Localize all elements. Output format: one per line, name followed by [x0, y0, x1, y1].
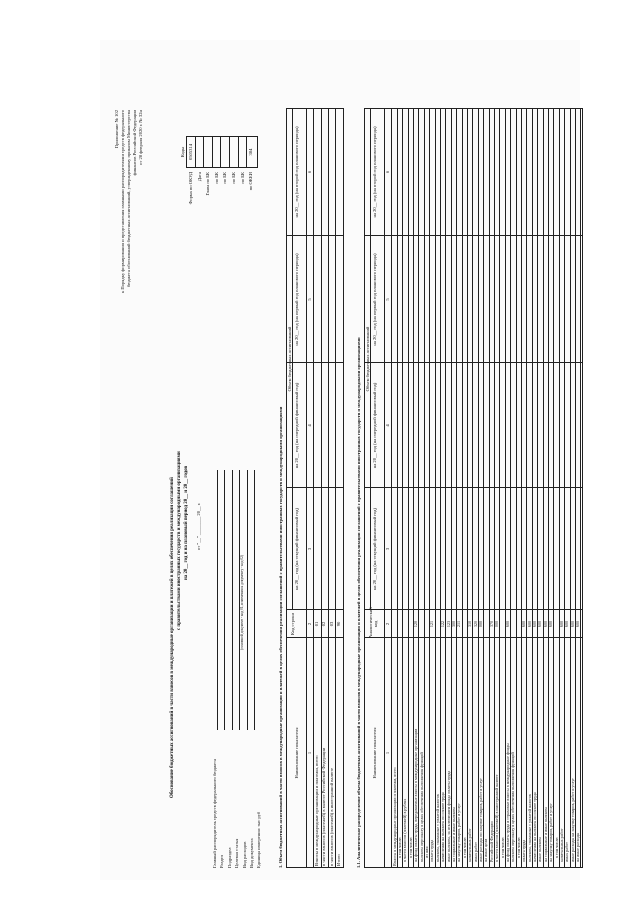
table-row-name: иных работ	[564, 842, 570, 862]
table-row-name: на фонд оплаты труда, передаваемые взносы в международные организации	[413, 728, 419, 862]
field-underline	[232, 470, 233, 730]
table-row-line	[440, 108, 441, 868]
form-title-2: с правительствами иностранных государств и международными организациями	[177, 451, 182, 630]
table-row-line	[526, 108, 527, 868]
col-year-header: на 20__ год (на текущий финансовый год)	[372, 507, 377, 591]
table-row-name: оплата труда	[521, 839, 527, 862]
table-row-code: 600	[537, 620, 543, 628]
codes-label: Глава по БК	[205, 172, 211, 196]
section-1-1-title: 1.1. Аналитическое распределение объема бюджетных ассигнований в части взносов в международные организации и платежей в целях обеспечения реализации соглашений с правительствами иностранных государств и международными организациями	[356, 337, 361, 868]
codes-divider	[212, 136, 213, 168]
table-row-line	[397, 108, 398, 868]
table-row-line	[564, 108, 565, 868]
table-row-name: Российской Федерации	[488, 821, 494, 862]
table-row-code: 600	[575, 620, 581, 628]
col-year-header: на 20__ год (на первый год планового периода)	[294, 253, 299, 346]
table-row-name: на закупку товаров, работ и услуг	[456, 803, 462, 862]
column-number: 5	[385, 298, 390, 301]
table-row-code: 600	[559, 620, 564, 628]
table-row-line	[580, 108, 581, 868]
col-group-header: Объем бюджетных ассигнований	[365, 326, 370, 392]
col-name-header: Наименование показателя	[294, 727, 299, 779]
table-row-name: на закупку товаров, работ и услуг	[548, 803, 554, 862]
table-row-name: на иные расходы	[575, 832, 581, 862]
table-row-code: 01	[314, 621, 319, 627]
table-row-code: 300	[451, 620, 456, 628]
table-row-line	[521, 108, 522, 868]
header-divider	[370, 108, 371, 610]
table-row-name: оплата труда	[429, 839, 435, 862]
table-row-name: начисления на выплаты по оплате труда	[532, 792, 537, 862]
table-row-line	[467, 108, 468, 868]
table-row-line	[435, 108, 436, 868]
table-row-name: выплаты персоналу в целях обеспечения выполнения функций	[510, 752, 516, 862]
table-row-line	[472, 108, 473, 868]
table-row-name: иных работ	[472, 842, 478, 862]
table-row-name: выплаты, связанные с уплатой налогов	[526, 794, 532, 862]
column-number: 3	[385, 547, 390, 551]
numbers-line	[313, 108, 314, 868]
appendix-line-4: от 28 февраля 2020 г. № 32н	[138, 110, 143, 165]
column-number: 6	[385, 170, 390, 174]
table-row-name: в том числе:	[407, 836, 413, 858]
form-period: на 20__ год и на плановый период 20__ и 20__ годов	[184, 465, 189, 580]
header-field: Единица измерения: тыс руб	[256, 811, 262, 868]
table-row-line	[402, 108, 403, 868]
table-row-name: в том числе:	[397, 836, 402, 858]
table-row-name: выплаты, связанные с уплатой налогов	[434, 794, 440, 862]
table-row-code: 120	[413, 620, 419, 628]
form-date: от "__" ________ 20__ г.	[196, 502, 201, 550]
table-row-name: Взносы в международные организации и платежи, всего	[314, 755, 319, 866]
form-title: Обоснование бюджетных ассигнований в части взносов в международные организации и платежей в целях обеспечения реализации соглашений	[170, 477, 175, 798]
header-field: Вид расходов	[241, 841, 247, 868]
appendix-line-1: к Порядку формирования и представления главными распорядителями средств федерального	[120, 110, 125, 294]
codes-divider	[195, 136, 196, 168]
appendix-line-3: финансов Российской Федерации	[132, 110, 137, 176]
codes-label: Дата	[196, 172, 202, 182]
table-row-line	[570, 108, 571, 868]
table-row-line	[328, 108, 329, 868]
codes-divider	[246, 136, 247, 168]
table-row-code: 310	[467, 620, 473, 628]
codes-label: по БК	[213, 172, 219, 184]
col-year-header: на 20__ год (на очередной финансовый год)	[294, 382, 299, 469]
codes-value: 0505314	[188, 143, 193, 161]
numbers-line	[391, 108, 392, 868]
header-field: Раздел	[219, 855, 225, 868]
column-number: 1	[307, 751, 312, 755]
column-number: 2	[385, 622, 390, 626]
table-row-name: в том числе:	[461, 836, 467, 858]
table-row-line	[456, 108, 457, 868]
table-row-name: на фонд оплаты труда и страховые взносы в международные фонды	[505, 743, 510, 862]
table-row-line	[543, 108, 544, 868]
table-row-line	[494, 108, 495, 868]
header-field: Вид документа	[249, 838, 254, 868]
table-row-code: 000	[494, 620, 500, 628]
column-number: 1	[385, 751, 390, 755]
col-year-header: на 20__ год (на текущий финансовый год)	[294, 507, 299, 591]
table-row-name: капитальных работ	[467, 828, 473, 862]
table-row-code: 000	[478, 620, 483, 628]
table-row-line	[548, 108, 549, 868]
table-row-code: 600	[564, 620, 570, 628]
column-number: 5	[307, 298, 312, 301]
table-row-line	[335, 108, 336, 868]
codes-value: 384	[248, 148, 254, 156]
field-underline	[224, 470, 225, 730]
table-row-line	[532, 108, 533, 868]
header-field: Главный распорядитель средств федерального бюджета	[212, 758, 217, 868]
table-row-name: в том числе:	[499, 836, 505, 858]
table-row-name: иные расходы на закупку товаров, работ и услуг	[569, 777, 575, 862]
table-row-line	[451, 108, 452, 868]
codes-label: по БК	[231, 172, 236, 184]
table-row-line	[516, 108, 517, 868]
table-row-code: 600	[569, 620, 575, 628]
appendix-line-2: бюджета обоснований бюджетных ассигнований, утвержденному приказом Министерства	[126, 110, 131, 288]
field-underline	[254, 470, 255, 730]
col-group-header: Объем бюджетных ассигнований	[287, 326, 292, 392]
table-row-name: иные выплаты, за исключением фонда оплаты труда	[445, 770, 451, 862]
table-row-name: в том числе:	[553, 836, 559, 858]
table-row-name: Взносы в международные организации и платежи, всего	[391, 767, 397, 866]
table-row-name: начисления на выплаты по оплате труда	[440, 792, 446, 862]
table-row-name: выплаты персоналу в целях обеспечения выполнения функций	[418, 752, 424, 862]
table-row-name: Итого	[336, 854, 342, 866]
table-row-code: 123	[445, 620, 451, 628]
header-divider	[292, 108, 293, 610]
col-code-header: Аналитический код	[368, 607, 379, 638]
codes-label: Форма по ОКУД	[188, 172, 193, 205]
table-row-code: 03	[328, 621, 334, 627]
table-row-line	[408, 108, 409, 868]
table-row-name: в части взносов (платежей) в рублях	[402, 798, 408, 862]
col-year-header: на 20__ год (на очередной финансовый год)	[372, 382, 377, 469]
codes-divider	[238, 136, 239, 168]
table-row-code: 370	[488, 620, 494, 628]
table-row-code: 02	[321, 621, 327, 627]
section-1-title: 1. Объем бюджетных ассигнований в части взносов в международные организации и платежей в целях обеспечения реализации соглашений с правительствами иностранных государств и международными организациями	[278, 406, 283, 868]
table-row-code: 211	[456, 621, 462, 627]
doc-type-hint: (основной документ - код 01, изменения к документу - код 02)	[240, 554, 244, 650]
table-row-name: капитальных работ	[559, 828, 564, 862]
table-row-name: в том числе:	[515, 836, 521, 858]
column-number: 6	[307, 170, 312, 174]
table-row-line	[537, 108, 538, 868]
table-row-name: на социальные и иные выплаты	[542, 806, 548, 862]
col-code-header: Код строки	[290, 613, 295, 635]
codes-label: по ОКЕИ	[248, 172, 254, 191]
table-row-code: 122	[440, 620, 446, 628]
table-row-name: на социальные и иные выплаты	[451, 806, 456, 862]
header-field: Подраздел	[226, 847, 232, 868]
table-row-line	[559, 108, 560, 868]
table-row-code: 600	[548, 620, 554, 628]
column-number: 3	[307, 547, 312, 551]
codes-header: Коды	[180, 146, 185, 158]
table-row-name: иные выплаты	[537, 836, 543, 862]
table-row-line	[489, 108, 490, 868]
table-row-code: 600	[542, 620, 548, 628]
table-row-code: 90	[336, 621, 342, 627]
table-row-line	[499, 108, 500, 868]
table-row-code: 600	[526, 620, 532, 628]
codes-divider	[229, 136, 230, 168]
table-row-code: 320	[472, 620, 478, 628]
header-field: Целевая статья	[234, 838, 240, 868]
table-row-name: в части взносов (платежей) в иностранной валюте	[328, 767, 334, 866]
field-underline	[217, 470, 218, 730]
codes-box	[186, 136, 258, 168]
rotated-form	[100, 40, 580, 880]
table-row-line	[445, 108, 446, 868]
appendix-number: Приложение № 102	[114, 110, 119, 149]
col-year-header: на 20__ год (на первый год планового периода)	[372, 253, 377, 346]
table-row-name: в части взносов (платежей) в валюте Российской Федерации	[321, 747, 327, 866]
table-row-line	[429, 108, 430, 868]
codes-label: по БК	[222, 172, 228, 184]
codes-divider	[220, 136, 221, 168]
table-row-line	[575, 108, 576, 868]
table-row-line	[478, 108, 479, 868]
table-row-name: из них:	[424, 845, 429, 858]
table-row-code: 600	[521, 620, 527, 628]
table-row-line	[553, 108, 554, 868]
table-row-line	[343, 108, 344, 868]
table-row-line	[424, 108, 425, 868]
column-number: 4	[307, 424, 312, 427]
codes-divider	[203, 136, 204, 168]
field-underline	[247, 470, 248, 730]
table-row-name: иные расходы по закупке товаров, работ и услуг	[478, 777, 483, 862]
codes-label: по БК	[239, 172, 245, 184]
table-row-code: 121	[429, 620, 435, 628]
table-row-code: 600	[505, 620, 510, 628]
table-row-line	[483, 108, 484, 868]
column-number: 2	[307, 622, 312, 626]
col-year-header: на 20__ год (на второй год планового периода)	[294, 126, 299, 218]
table-row-code: 600	[532, 620, 537, 628]
column-number: 4	[385, 424, 390, 427]
col-year-header: на 20__ год (на второй год планового периода)	[372, 126, 377, 218]
table-row-name: на иные цели	[483, 838, 489, 862]
table-row-line	[462, 108, 463, 868]
col-name-header: Наименование показателя	[372, 727, 377, 779]
table-row-name: в части взносов (платежей) в иностранной валюте	[494, 774, 500, 862]
